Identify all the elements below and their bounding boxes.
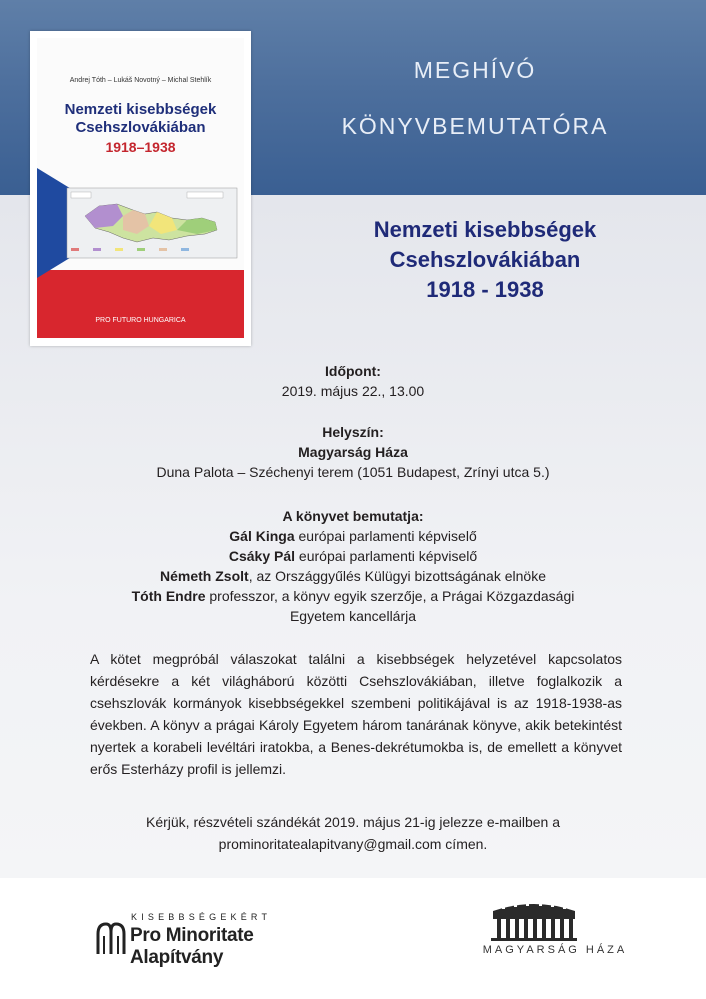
time-section: [40, 361, 666, 401]
book-title-line2: Csehszlovákiában: [389, 247, 581, 272]
presenters-label: A könyvet bemutatja:: [282, 508, 424, 524]
book-cover-title-line1: Nemzeti kisebbségek: [64, 101, 217, 118]
invitation-heading: MEGHÍVÓ: [413, 57, 537, 83]
place-section: [40, 422, 666, 482]
book-cover-red-band: [37, 270, 244, 338]
presenter-item: [40, 586, 666, 606]
presenter-role: európai parlamenti képviselő: [295, 548, 478, 564]
time-value: 2019. május 22., 13.00: [281, 383, 425, 399]
book-cover-authors: Andrej Tóth – Lukáš Novotný – Michal Stehlík: [69, 77, 212, 84]
book-cover-image: [30, 31, 251, 346]
rsvp-email: prominoritatealapitvany@gmail.com címen.: [218, 836, 488, 852]
presenter-item: [40, 546, 666, 566]
presenter-role: európai parlamenti képviselő: [294, 528, 477, 544]
time-label: Időpont:: [325, 363, 381, 379]
presenters-section: [40, 506, 666, 626]
book-cover-publisher: PRO FUTURO HUNGARICA: [95, 317, 186, 324]
rsvp-text: Kérjük, részvételi szándékát 2019. május 21-ig jelezze e-mailben a: [146, 814, 560, 830]
book-cover-title-line2: Csehszlovákiában: [75, 119, 206, 136]
presenter-name: Gál Kinga: [229, 528, 295, 544]
book-description: A kötet megpróbál válaszokat találni a kisebbségek helyzetével kapcsolatos kérdésekre a két világháború közötti Csehszlovákiában, illetve foglalkozik a csehszlovák kormányok kisebbségekkel szembeni politikájával is az 1918-1938-as években. A könyv a prágai Károly Egyetem három tanárának könyve, akik betekintést nyertek a korabeli levéltári iratokba, a Benes-dekrétumokba is, de emellett a könyvet erős Esterházy profil is jellemzi.: [90, 651, 622, 777]
pro-minoritate-tagline: KISEBBSÉGEKÉRT: [131, 912, 272, 922]
place-address: Duna Palota – Széchenyi terem (1051 Budapest, Zrínyi utca 5.): [156, 464, 550, 480]
presenter-role: , az Országgyűlés Külügyi bizottságának elnöke: [248, 568, 546, 584]
rsvp-section: [40, 811, 666, 855]
book-cover-map: [37, 168, 244, 278]
presenter-name: Csáky Pál: [228, 548, 296, 564]
magyarsag-haza-logo: [482, 897, 628, 972]
presenter-name: Tóth Endre: [131, 588, 206, 604]
book-cover-title: [37, 101, 244, 137]
pro-minoritate-name: Pro Minoritate Alapítvány: [130, 925, 254, 968]
place-label: Helyszín:: [322, 424, 384, 440]
presenter-role-continuation: Egyetem kancellárja: [289, 608, 417, 624]
place-venue: Magyarság Háza: [298, 444, 408, 460]
book-cover-years: 1918–1938: [105, 139, 176, 155]
book-title-years: 1918 - 1938: [426, 277, 544, 302]
book-title: [300, 215, 670, 305]
pro-minoritate-emblem-icon: [96, 920, 126, 956]
presenter-item: [40, 566, 666, 586]
book-title-line1: Nemzeti kisebbségek: [373, 217, 597, 242]
presenter-name: Németh Zsolt: [160, 568, 249, 584]
pro-minoritate-logo: [96, 912, 326, 968]
building-icon: [489, 897, 579, 941]
magyarsag-haza-wordmark: MAGYARSÁG HÁZA: [482, 944, 628, 956]
presenter-role: professzor, a könyv egyik szerzője, a Prágai Közgazdasági: [205, 588, 575, 604]
presenter-item: [40, 526, 666, 546]
invitation-subheading: KÖNYVBEMUTATÓRA: [341, 113, 609, 139]
